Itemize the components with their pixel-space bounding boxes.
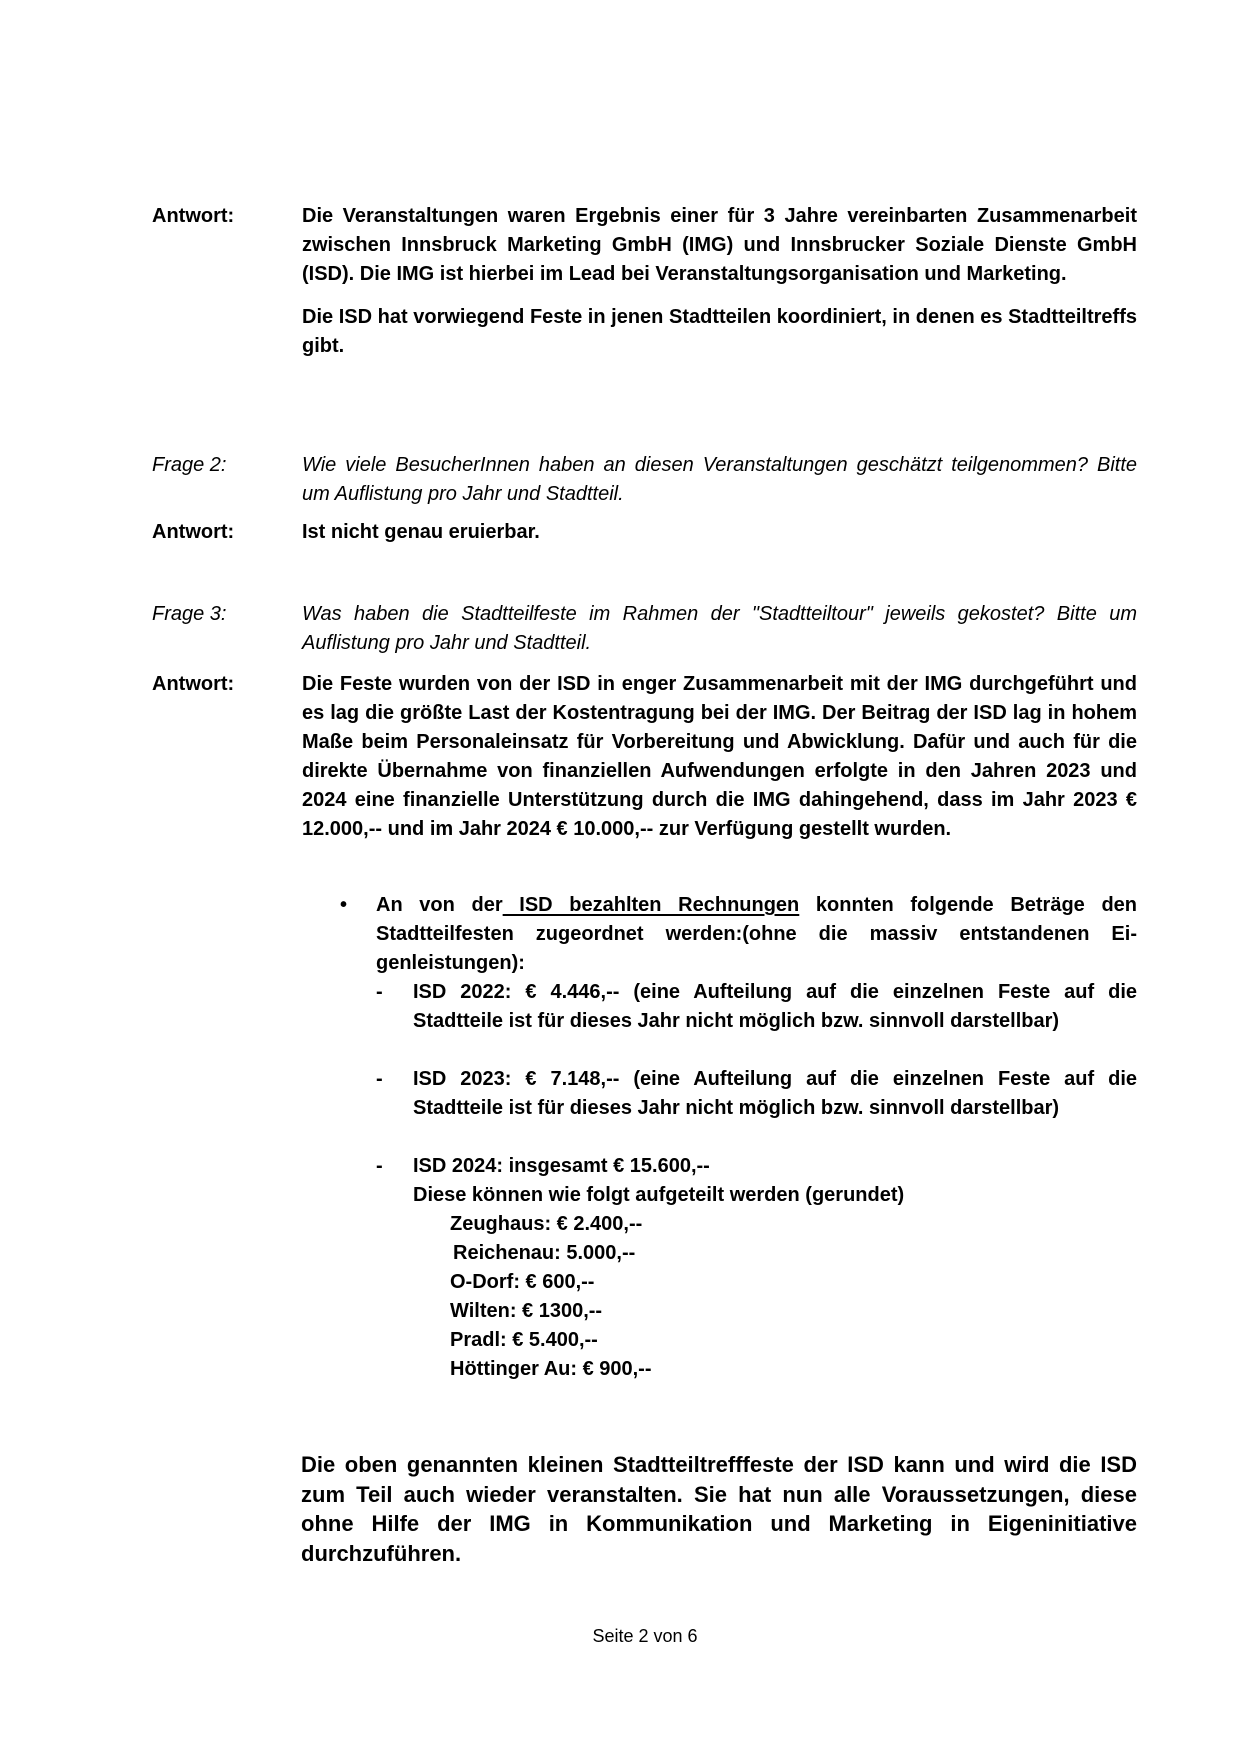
year-item-text: ISD 2024: insgesamt € 15.600,-- [413, 1155, 710, 1177]
answer-1 [152, 202, 1137, 361]
bullet-icon: • [340, 894, 348, 916]
bullet-suffix: konnten folgende Beträge den Stadtteilfesten zugeordnet werden:(ohne die massiv entstandenen Eigenleistungen): [376, 894, 1138, 974]
year-item-text: ISD 2023: € 7.148,-- (eine Aufteilung auf die einzelnen Feste auf die Stadtteile ist für dieses Jahr nicht möglich bzw. sinnvoll darstellbar) [413, 1068, 1137, 1119]
district-o-dorf: O-Dorf: € 600,-- [450, 1271, 595, 1293]
bullet-item [340, 891, 1137, 978]
dash-icon: - [376, 981, 383, 1003]
answer-paragraph: Die Veranstaltungen waren Ergebnis einer für 3 Jahre vereinbarten Zusammenarbeit zwischen Innsbruck Marketing GmbH (IMG) und Innsbrucker Soziale Dienste GmbH (ISD). Die IMG ist hierbei im Lead bei Veranstaltungsorganisation und Marketing. [302, 205, 1137, 285]
dash-icon: - [376, 1155, 383, 1177]
page-number: Seite 2 von 6 [592, 1626, 698, 1646]
answer-label: Antwort: [152, 521, 235, 543]
bullet-prefix: An von der [376, 894, 503, 916]
district-hoettinger-au: Höttinger Au: € 900,-- [450, 1358, 652, 1380]
year-item-text: ISD 2022: € 4.446,-- (eine Aufteilung auf die einzelnen Feste auf die Stadtteile ist für dieses Jahr nicht möglich bzw. sinnvoll darstellbar) [413, 981, 1137, 1032]
question-label: Frage 2: [152, 454, 227, 476]
dash-icon: - [376, 1068, 383, 1090]
answer-text: Ist nicht genau eruierbar. [302, 521, 540, 543]
year-item-subtext: Diese können wie folgt aufgeteilt werden (gerundet) [413, 1184, 905, 1206]
bullet-underlined: ISD bezahlten Rechnungen [502, 894, 800, 916]
district-zeughaus: Zeughaus: € 2.400,-- [450, 1213, 643, 1235]
question-text: Was haben die Stadtteilfeste im Rahmen der "Stadtteiltour" jeweils gekostet? Bitte um Auflistung pro Jahr und Stadtteil. [302, 603, 1137, 654]
district-pradl: Pradl: € 5.400,-- [450, 1329, 598, 1351]
cost-breakdown [340, 891, 1137, 1384]
year-item-2024 [376, 1152, 1137, 1384]
question-label: Frage 3: [152, 603, 227, 625]
year-item-2023 [376, 1065, 1137, 1123]
answer-3 [152, 670, 1137, 844]
district-reichenau: Reichenau: 5.000,-- [453, 1242, 636, 1264]
answer-label: Antwort: [152, 205, 235, 227]
bullet-text [376, 891, 1137, 978]
year-item-2022 [376, 978, 1137, 1036]
answer-2 [152, 518, 1137, 547]
question-2 [152, 451, 1137, 509]
question-3 [152, 600, 1137, 658]
answer-label: Antwort: [152, 673, 235, 695]
closing-paragraph: Die oben genannten kleinen Stadtteiltrefffeste der ISD kann und wird die ISD zum Teil auch wieder veranstalten. Sie hat nun alle Voraussetzungen, diese ohne Hilfe der IMG in Kommunikation und Marketing in Eigeninitiative durchzuführen. [301, 1452, 1137, 1566]
district-list [450, 1210, 1137, 1384]
answer-text: Die Feste wurden von der ISD in enger Zusammenarbeit mit der IMG durchgeführt und es lag die größte Last der Kostentragung bei der IMG. Der Beitrag der ISD lag in hohem Maße beim Personaleinsatz für Vorbereitung und Abwicklung. Dafür und auch für die direkte Übernahme von finanziellen Aufwendungen erfolgte in den Jahren 2023 und 2024 eine finanzielle Unterstützung durch die IMG dahingehend, dass im Jahr 2023 € 12.000,-- und im Jahr 2024 € 10.000,-- zur Verfügung gestellt wurden. [302, 673, 1137, 840]
year-item-content [413, 1152, 1137, 1384]
answer-paragraph: Die ISD hat vorwiegend Feste in jenen Stadtteilen koordiniert, in denen es Stadtteiltreffs gibt. [302, 306, 1137, 357]
district-wilten: Wilten: € 1300,-- [450, 1300, 603, 1322]
answer-body [302, 202, 1137, 361]
question-text: Wie viele BesucherInnen haben an diesen Veranstaltungen geschätzt teilgenommen? Bitte um Auflistung pro Jahr und Stadtteil. [302, 454, 1137, 505]
